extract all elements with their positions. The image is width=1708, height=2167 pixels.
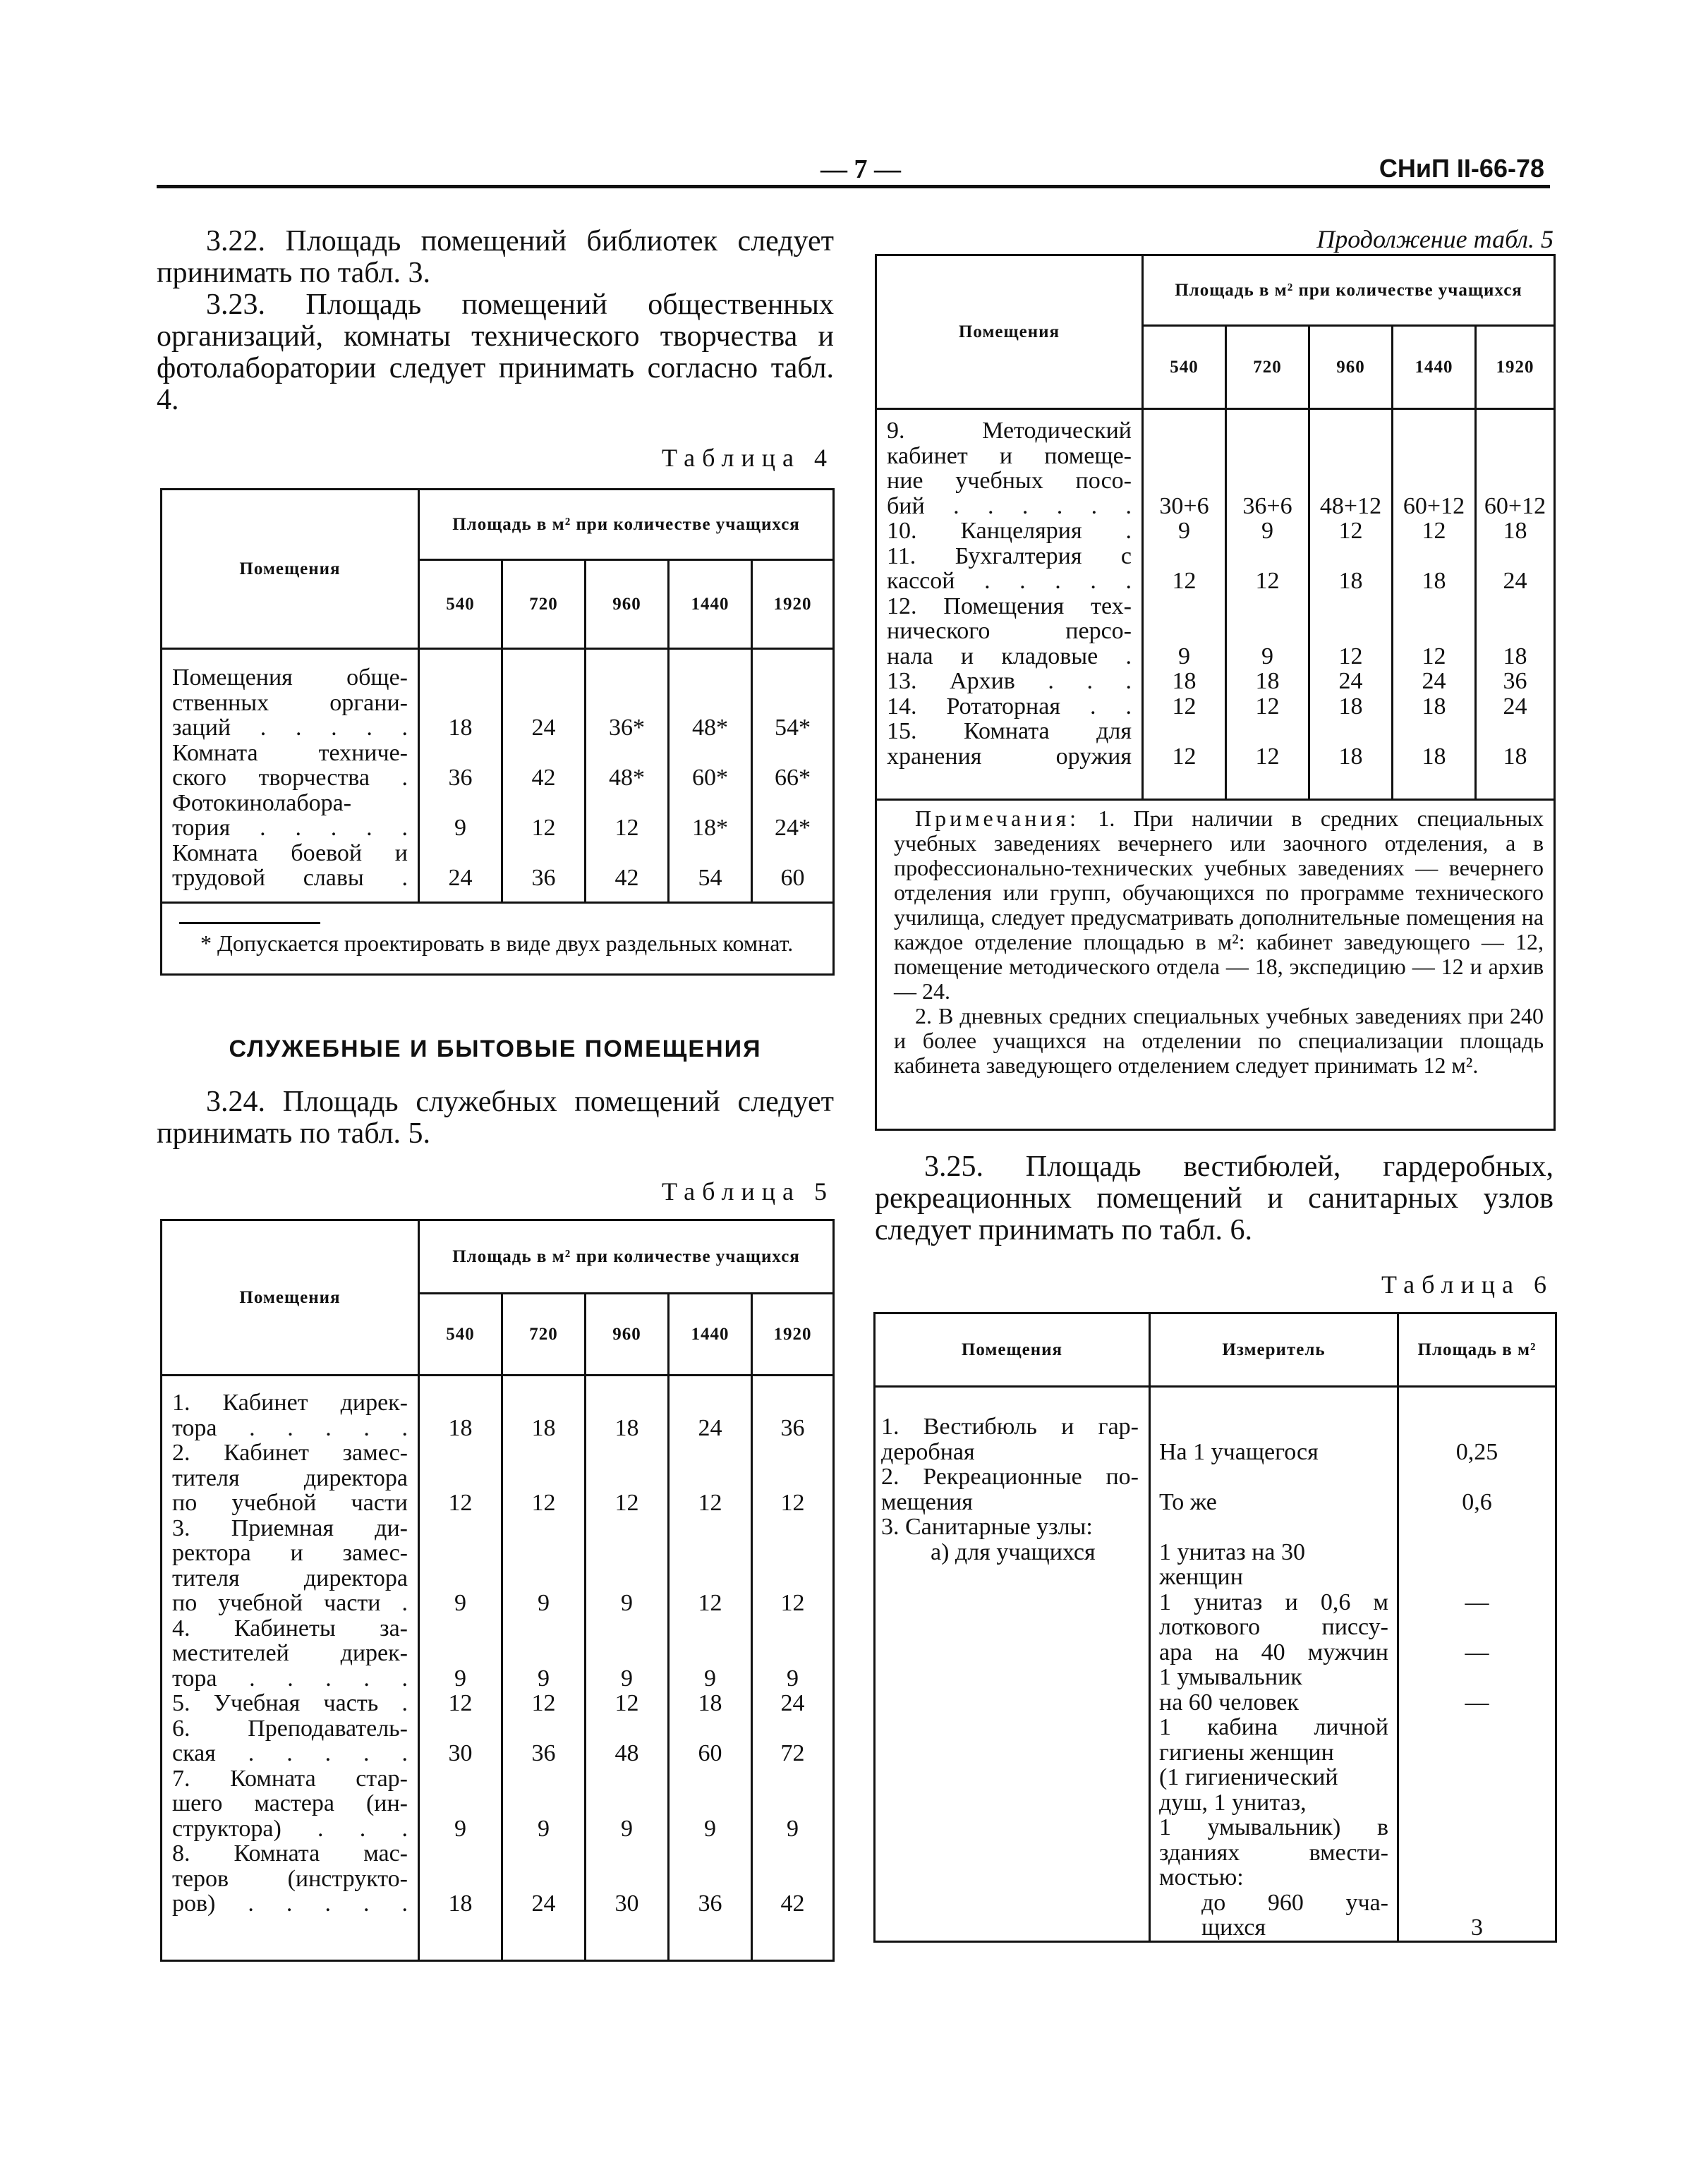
- table-cell: 9: [454, 815, 466, 841]
- notes-lead: Примечания:: [915, 806, 1080, 831]
- table-cell: 18: [1422, 693, 1446, 720]
- room-name-line: ров) . . . . .: [172, 1890, 408, 1917]
- table-cell: 48+12: [1319, 492, 1382, 519]
- table-cell: 9: [1261, 643, 1273, 669]
- table-cell: 24: [1503, 568, 1527, 594]
- table-4-room-names: [162, 649, 419, 903]
- area-column-header: Площадь в м² при количестве учащихся: [1143, 255, 1555, 326]
- room-name-line: ская . . . . .: [172, 1740, 408, 1766]
- table-cell: 30: [448, 1740, 473, 1766]
- table-4-footnote: * Допускается проектировать в виде двух раздельных комнат.: [200, 930, 794, 956]
- table-6: [873, 1312, 1557, 1943]
- room-name-line: 3. Приемная ди-: [172, 1515, 408, 1541]
- table-5-col-540: [419, 1376, 502, 1961]
- table-cell: 12: [1422, 643, 1446, 669]
- room-name-line: заций . . . . .: [172, 715, 408, 741]
- table-cell: 18: [1172, 668, 1197, 694]
- rooms-column-header: Помещения: [162, 490, 419, 649]
- table-4-footnote-cell: [162, 903, 834, 975]
- table-cell: 12: [531, 815, 556, 841]
- paragraph-text: 3.25. Площадь вестибюлей, гардеробных, рекреационных помещений и санитарных узлов следует принимать по табл. 6.: [875, 1151, 1553, 1246]
- table-4-col-720: [502, 649, 586, 903]
- room-name-line: ского творчества .: [172, 765, 408, 791]
- paragraph-3-23: [157, 289, 834, 416]
- table-cell: 18: [1338, 743, 1363, 770]
- table-cell: 48*: [692, 715, 728, 741]
- room-name-line: Комната техниче-: [172, 739, 408, 766]
- measure-line: 1 кабина личной: [1159, 1714, 1388, 1740]
- room-name-line: Комната боевой и: [172, 839, 408, 866]
- table-cell: 12: [1255, 743, 1280, 770]
- table-4: [160, 488, 835, 976]
- table-cell: 18: [448, 715, 473, 741]
- table-4-caption: Таблица 4: [662, 444, 834, 472]
- table-4-col-540: [419, 649, 502, 903]
- table-cell: 42: [531, 765, 556, 791]
- table-4-col-1440: [669, 649, 752, 903]
- measure-line: (1 гигиенический: [1159, 1764, 1338, 1790]
- table-cell: 66*: [775, 765, 811, 791]
- table-5-col-960: [586, 1376, 669, 1961]
- note-1: [894, 806, 1544, 1004]
- table-cell: 30+6: [1159, 492, 1209, 519]
- students-960-header: 960: [586, 1294, 669, 1376]
- room-name-line: деробная: [881, 1438, 975, 1465]
- table-cell: 9: [1261, 518, 1273, 544]
- table-cell: 60+12: [1403, 492, 1465, 519]
- table-cell: 9: [1178, 518, 1190, 544]
- note-2: 2. В дневных средних специальных учебных заведениях при 240 и более учащихся на отделении по специализации площадь кабинета заведующего отделением следует принимать 12 м².: [894, 1003, 1544, 1078]
- students-1440-header: 1440: [669, 560, 752, 649]
- table-cell: 18: [1422, 568, 1446, 594]
- table-cell: 18: [448, 1890, 473, 1917]
- section-heading: [157, 1036, 834, 1063]
- room-name-line: нического персо-: [887, 618, 1132, 644]
- room-name-line: нала и кладовые .: [887, 643, 1132, 669]
- table-cell: 9: [1178, 643, 1190, 669]
- table-cell: 36: [698, 1890, 722, 1917]
- table-cell: 60+12: [1484, 492, 1546, 519]
- measure-line: ара на 40 мужчин: [1159, 1639, 1388, 1665]
- room-name-line: мещения: [881, 1488, 973, 1515]
- room-name-line: Помещения обще-: [172, 664, 408, 691]
- table-cell: 54: [698, 865, 722, 891]
- table-cell: 36+6: [1242, 492, 1292, 519]
- students-720-header: 720: [502, 560, 586, 649]
- table-cell: 60*: [692, 765, 728, 791]
- room-name-line: 10. Канцелярия .: [887, 518, 1132, 544]
- table-5-caption: Таблица 5: [662, 1177, 834, 1206]
- table-cell: 24: [531, 715, 556, 741]
- paragraph-text: 3.24. Площадь служебных помещений следует принимать по табл. 5.: [157, 1086, 834, 1150]
- table-cell: 0,25: [1455, 1438, 1498, 1465]
- room-name-line: структора) . . .: [172, 1815, 408, 1842]
- table-cell: 12: [1255, 693, 1280, 720]
- students-960-header: 960: [1309, 326, 1393, 409]
- students-720-header: 720: [1226, 326, 1309, 409]
- room-name-line: Фотокинолабора-: [172, 789, 352, 816]
- measure-line: На 1 учащегося: [1159, 1438, 1319, 1465]
- table-cell: 18: [1503, 518, 1527, 544]
- paragraph-3-24: [157, 1086, 834, 1150]
- measure-line: зданиях вмести-: [1159, 1839, 1388, 1866]
- table-cell: 3: [1471, 1914, 1483, 1941]
- table-cell: 12: [1172, 693, 1197, 720]
- room-name-line: 9. Методический: [887, 418, 1132, 444]
- table-5-col-1920: [752, 1376, 834, 1961]
- measure-line: 1 умывальник: [1159, 1664, 1302, 1690]
- room-name-line: 3. Санитарные узлы:: [881, 1514, 1093, 1540]
- table-5-continuation-caption: Продолжение табл. 5: [1316, 225, 1553, 253]
- room-name-line: шего мастера (ин-: [172, 1790, 408, 1816]
- room-name-line: теров (инструкто-: [172, 1865, 408, 1892]
- table-5-cont-col-540: [1143, 409, 1226, 800]
- students-540-header: 540: [419, 1294, 502, 1376]
- table-cell: 12: [531, 1490, 556, 1516]
- table-cell: 36: [448, 765, 473, 791]
- measure-line: 1 унитаз и 0,6 м: [1159, 1589, 1388, 1615]
- room-name-line: по учебной части .: [172, 1590, 408, 1616]
- measure-line: на 60 человек: [1159, 1689, 1299, 1716]
- table-6-caption: Таблица 6: [1381, 1270, 1553, 1299]
- table-cell: 24: [1503, 693, 1527, 720]
- table-5-room-names: [162, 1376, 419, 1961]
- table-cell: 18: [1503, 743, 1527, 770]
- room-name-line: кабинет и помеще-: [887, 442, 1132, 469]
- room-name-line: 5. Учебная часть .: [172, 1690, 408, 1716]
- table-cell: 36: [531, 1740, 556, 1766]
- room-name-line: ректора и замес-: [172, 1540, 408, 1566]
- table-cell: 42: [780, 1890, 805, 1917]
- table-cell: 18: [1422, 743, 1446, 770]
- room-name-line: 6. Преподаватель-: [172, 1715, 408, 1742]
- area-column-header: Площадь в м² при количестве учащихся: [419, 490, 834, 560]
- table-cell: 48*: [609, 765, 645, 791]
- room-name-line: трудовой славы .: [172, 865, 408, 891]
- table-cell: 36: [531, 865, 556, 891]
- table-cell: 18: [698, 1690, 722, 1716]
- paragraph-text: 3.23. Площадь помещений общественных организаций, комнаты технического творчества и фотолаборатории следует принимать согласно табл. 4.: [157, 289, 834, 416]
- table-cell: 18: [614, 1414, 639, 1441]
- note-1-text: 1. При наличии в средних специальных учебных заведениях вечернего или заочного отделения, а в профессионально-технических учебных заведениях — вечернего отделения или групп, обучающихся по программе технического училища, следует предусматривать дополнительные помещения на каждое отделение площадью в м²: кабинет заведующего — 12, помещение методического отдела — 18, экспедицию — 12 и архив — 24.: [894, 806, 1544, 1004]
- table-cell: 12: [780, 1590, 805, 1616]
- table-6-measure-header: Измеритель: [1150, 1313, 1398, 1387]
- table-cell: 12: [698, 1490, 722, 1516]
- table-cell: 9: [704, 1815, 716, 1842]
- table-6-rooms-header: Помещения: [875, 1313, 1150, 1387]
- table-cell: 36: [780, 1414, 805, 1441]
- table-cell: 9: [787, 1815, 799, 1842]
- table-cell: 9: [621, 1665, 633, 1692]
- table-6-areas: [1398, 1387, 1556, 1942]
- students-1920-header: 1920: [752, 1294, 834, 1376]
- table-cell: 24: [780, 1690, 805, 1716]
- table-cell: 24: [531, 1890, 556, 1917]
- table-cell: 18: [1255, 668, 1280, 694]
- table-5-continuation-room-names: [876, 409, 1143, 800]
- table-6-measures: [1150, 1387, 1398, 1942]
- room-name-line: 7. Комната стар-: [172, 1765, 408, 1792]
- students-1440-header: 1440: [1393, 326, 1476, 409]
- room-name-line: 2. Рекреационные по-: [881, 1464, 1139, 1490]
- room-name-line: ственных органи-: [172, 689, 408, 716]
- table-cell: 18: [448, 1414, 473, 1441]
- table-cell: 12: [448, 1690, 473, 1716]
- measure-line: до 960 уча-: [1201, 1889, 1388, 1916]
- room-name-line: 8. Комната мас-: [172, 1840, 408, 1866]
- table-4-col-960: [586, 649, 669, 903]
- table-cell: 12: [1338, 518, 1363, 544]
- table-cell: 9: [454, 1665, 466, 1692]
- section-title: СЛУЖЕБНЫЕ И БЫТОВЫЕ ПОМЕЩЕНИЯ: [229, 1036, 762, 1062]
- room-name-line: 1. Кабинет дирек-: [172, 1390, 408, 1416]
- table-5-body: [162, 1376, 834, 1961]
- table-cell: 0,6: [1462, 1488, 1492, 1515]
- paragraph-text: 3.22. Площадь помещений библиотек следует принимать по табл. 3.: [157, 225, 834, 289]
- table-cell: 9: [454, 1590, 466, 1616]
- table-4-col-1920: [752, 649, 834, 903]
- page-number: — 7 —: [820, 154, 901, 184]
- room-name-line: бий . . . . . .: [887, 492, 1132, 519]
- room-name-line: тора . . . . .: [172, 1665, 408, 1692]
- table-6-rooms: [875, 1387, 1150, 1942]
- table-cell: —: [1465, 1639, 1489, 1665]
- table-cell: 24*: [775, 815, 811, 841]
- table-cell: 9: [538, 1815, 550, 1842]
- table-cell: 9: [538, 1665, 550, 1692]
- measure-line: То же: [1159, 1488, 1217, 1515]
- table-cell: 9: [621, 1590, 633, 1616]
- table-6-area-header: Площадь в м²: [1398, 1313, 1556, 1387]
- room-name-line: тора . . . . .: [172, 1414, 408, 1441]
- table-cell: 12: [614, 1690, 639, 1716]
- measure-line: душ, 1 унитаз,: [1159, 1789, 1307, 1816]
- room-name-line: 13. Архив . . .: [887, 668, 1132, 694]
- room-name-line: 15. Комната для: [887, 718, 1132, 744]
- table-5: [160, 1219, 835, 1962]
- table-cell: 48: [614, 1740, 639, 1766]
- students-540-header: 540: [1143, 326, 1226, 409]
- table-5-col-720: [502, 1376, 586, 1961]
- room-name-line: ние учебных посо-: [887, 468, 1132, 494]
- area-column-header: Площадь в м² при количестве учащихся: [419, 1220, 834, 1294]
- table-cell: 12: [1172, 743, 1197, 770]
- table-cell: 12: [531, 1690, 556, 1716]
- measure-line: мостью:: [1159, 1864, 1244, 1890]
- table-cell: 9: [454, 1815, 466, 1842]
- room-name-line: а) для учащихся: [931, 1538, 1096, 1565]
- students-960-header: 960: [586, 560, 669, 649]
- room-name-line: по учебной части: [172, 1490, 408, 1516]
- table-cell: —: [1465, 1689, 1489, 1716]
- header-rule: [157, 185, 1550, 188]
- table-cell: 18: [1338, 568, 1363, 594]
- measure-line: лоткового писсу-: [1159, 1614, 1388, 1640]
- table-cell: 42: [614, 865, 639, 891]
- paragraph-3-25: [875, 1151, 1553, 1246]
- room-name-line: 4. Кабинеты за-: [172, 1615, 408, 1641]
- students-1920-header: 1920: [1476, 326, 1555, 409]
- measure-line: женщин: [1159, 1564, 1243, 1590]
- table-cell: 18: [1503, 643, 1527, 669]
- table-cell: 12: [1255, 568, 1280, 594]
- room-name-line: хранения оружия: [887, 743, 1132, 770]
- table-5-notes: [876, 800, 1555, 1130]
- table-cell: 18: [1338, 693, 1363, 720]
- table-cell: 12: [1422, 518, 1446, 544]
- table-cell: 24: [1422, 668, 1446, 694]
- table-cell: 12: [780, 1490, 805, 1516]
- table-cell: 24: [1338, 668, 1363, 694]
- table-cell: 12: [614, 1490, 639, 1516]
- table-cell: 36: [1503, 668, 1527, 694]
- table-cell: 12: [1338, 643, 1363, 669]
- table-cell: 36*: [609, 715, 645, 741]
- table-cell: 9: [704, 1665, 716, 1692]
- students-720-header: 720: [502, 1294, 586, 1376]
- measure-line: 1 унитаз на 30: [1159, 1538, 1305, 1565]
- table-5-continuation-body: [876, 409, 1555, 800]
- table-cell: 12: [1172, 568, 1197, 594]
- table-cell: 12: [448, 1490, 473, 1516]
- students-540-header: 540: [419, 560, 502, 649]
- room-name-line: кассой . . . . .: [887, 568, 1132, 594]
- table-5-continuation: [875, 254, 1556, 1131]
- room-name-line: тория . . . . .: [172, 815, 408, 841]
- table-cell: 12: [698, 1590, 722, 1616]
- table-cell: 12: [614, 815, 639, 841]
- rooms-column-header: Помещения: [162, 1220, 419, 1376]
- measure-line: щихся: [1201, 1914, 1266, 1941]
- room-name-line: 1. Вестибюль и гар-: [881, 1414, 1139, 1440]
- rooms-column-header: Помещения: [876, 255, 1143, 409]
- table-cell: 24: [448, 865, 473, 891]
- students-1440-header: 1440: [669, 1294, 752, 1376]
- document-code: СНиП II-66-78: [1379, 154, 1544, 183]
- table-6-body: [875, 1387, 1556, 1942]
- room-name-line: тителя директора: [172, 1464, 408, 1491]
- table-cell: 18*: [692, 815, 728, 841]
- room-name-line: 2. Кабинет замес-: [172, 1440, 408, 1466]
- table-cell: 18: [531, 1414, 556, 1441]
- table-5-cont-col-720: [1226, 409, 1309, 800]
- measure-line: гигиены женщин: [1159, 1739, 1334, 1766]
- table-cell: 72: [780, 1740, 805, 1766]
- room-name-line: 11. Бухгалтерия с: [887, 542, 1132, 569]
- table-cell: 9: [621, 1815, 633, 1842]
- table-cell: 60: [698, 1740, 722, 1766]
- table-cell: 60: [780, 865, 805, 891]
- paragraph-3-22: [157, 226, 834, 289]
- table-cell: 24: [698, 1414, 722, 1441]
- table-cell: 9: [787, 1665, 799, 1692]
- table-cell: 9: [538, 1590, 550, 1616]
- room-name-line: тителя директора: [172, 1565, 408, 1591]
- table-cell: 30: [614, 1890, 639, 1917]
- table-cell: 54*: [775, 715, 811, 741]
- room-name-line: местителей дирек-: [172, 1640, 408, 1666]
- table-5-cont-col-960: [1309, 409, 1393, 800]
- table-5-cont-col-1440: [1393, 409, 1476, 800]
- table-5-col-1440: [669, 1376, 752, 1961]
- room-name-line: 14. Ротаторная . .: [887, 693, 1132, 720]
- footnote-rule: [179, 922, 320, 924]
- table-cell: —: [1465, 1589, 1489, 1615]
- table-5-cont-col-1920: [1476, 409, 1555, 800]
- measure-line: 1 умывальник) в: [1159, 1814, 1388, 1840]
- students-1920-header: 1920: [752, 560, 834, 649]
- room-name-line: 12. Помещения тех-: [887, 593, 1132, 619]
- table-4-body: [162, 649, 834, 903]
